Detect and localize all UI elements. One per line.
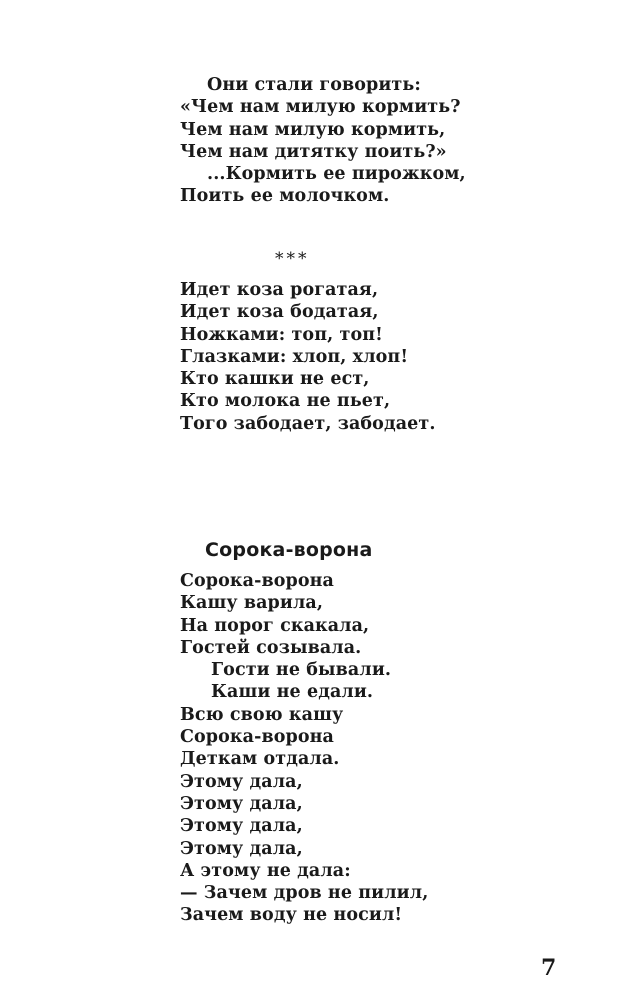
verse-line: А этому не дала: [180, 860, 351, 881]
verse-line: Чем нам дитятку поить?» [180, 141, 447, 162]
verse-line: Сорока-ворона [180, 727, 334, 748]
verse-line: Ножками: топ, топ! [180, 324, 383, 345]
verse-line: Чем нам милую кормить, [180, 119, 446, 140]
verse-line: Идет коза бодатая, [180, 302, 379, 323]
verse-line: Этому дала, [180, 816, 303, 837]
verse-line: Деткам отдала. [180, 749, 340, 770]
stanza-separator: *** [275, 249, 310, 269]
verse-line: На порог скакала, [180, 615, 370, 636]
verse-line: Глазками: хлоп, хлоп! [180, 346, 409, 367]
verse-line: Идет коза рогатая, [180, 280, 379, 300]
verse-line: Кто кашки не ест, [180, 369, 370, 390]
poem-title: Сорока-ворона [205, 539, 373, 561]
verse-line: Каши не едали. [211, 682, 374, 703]
verse-line: Всю свою кашу [180, 704, 344, 725]
page-number: 7 [541, 955, 557, 981]
verse-line: Сорока-ворона [180, 571, 334, 591]
verse-line: Они стали говорить: [207, 75, 421, 95]
verse-line: Поить ее молочком. [180, 186, 390, 207]
verse-line: «Чем нам милую кормить? [180, 97, 461, 118]
verse-line: Этому дала, [180, 838, 303, 859]
verse-line: Гостей созывала. [180, 637, 362, 658]
verse-stanza-2 [180, 279, 580, 435]
verse-line: ...Кормить ее пирожком, [207, 164, 466, 185]
verse-line: Этому дала, [180, 793, 303, 814]
verse-line: Кто молока не пьет, [180, 391, 391, 412]
verse-line: Того забодает, забодает. [180, 413, 436, 434]
verse-line: — Зачем дров не пилил, [180, 883, 429, 904]
verse-line: Кашу варила, [180, 593, 324, 614]
verse-line: Зачем воду не носил! [180, 905, 403, 926]
verse-stanza-1 [180, 74, 580, 208]
verse-stanza-3 [180, 570, 580, 927]
verse-line: Этому дала, [180, 771, 303, 792]
verse-line: Гости не бывали. [211, 660, 392, 681]
